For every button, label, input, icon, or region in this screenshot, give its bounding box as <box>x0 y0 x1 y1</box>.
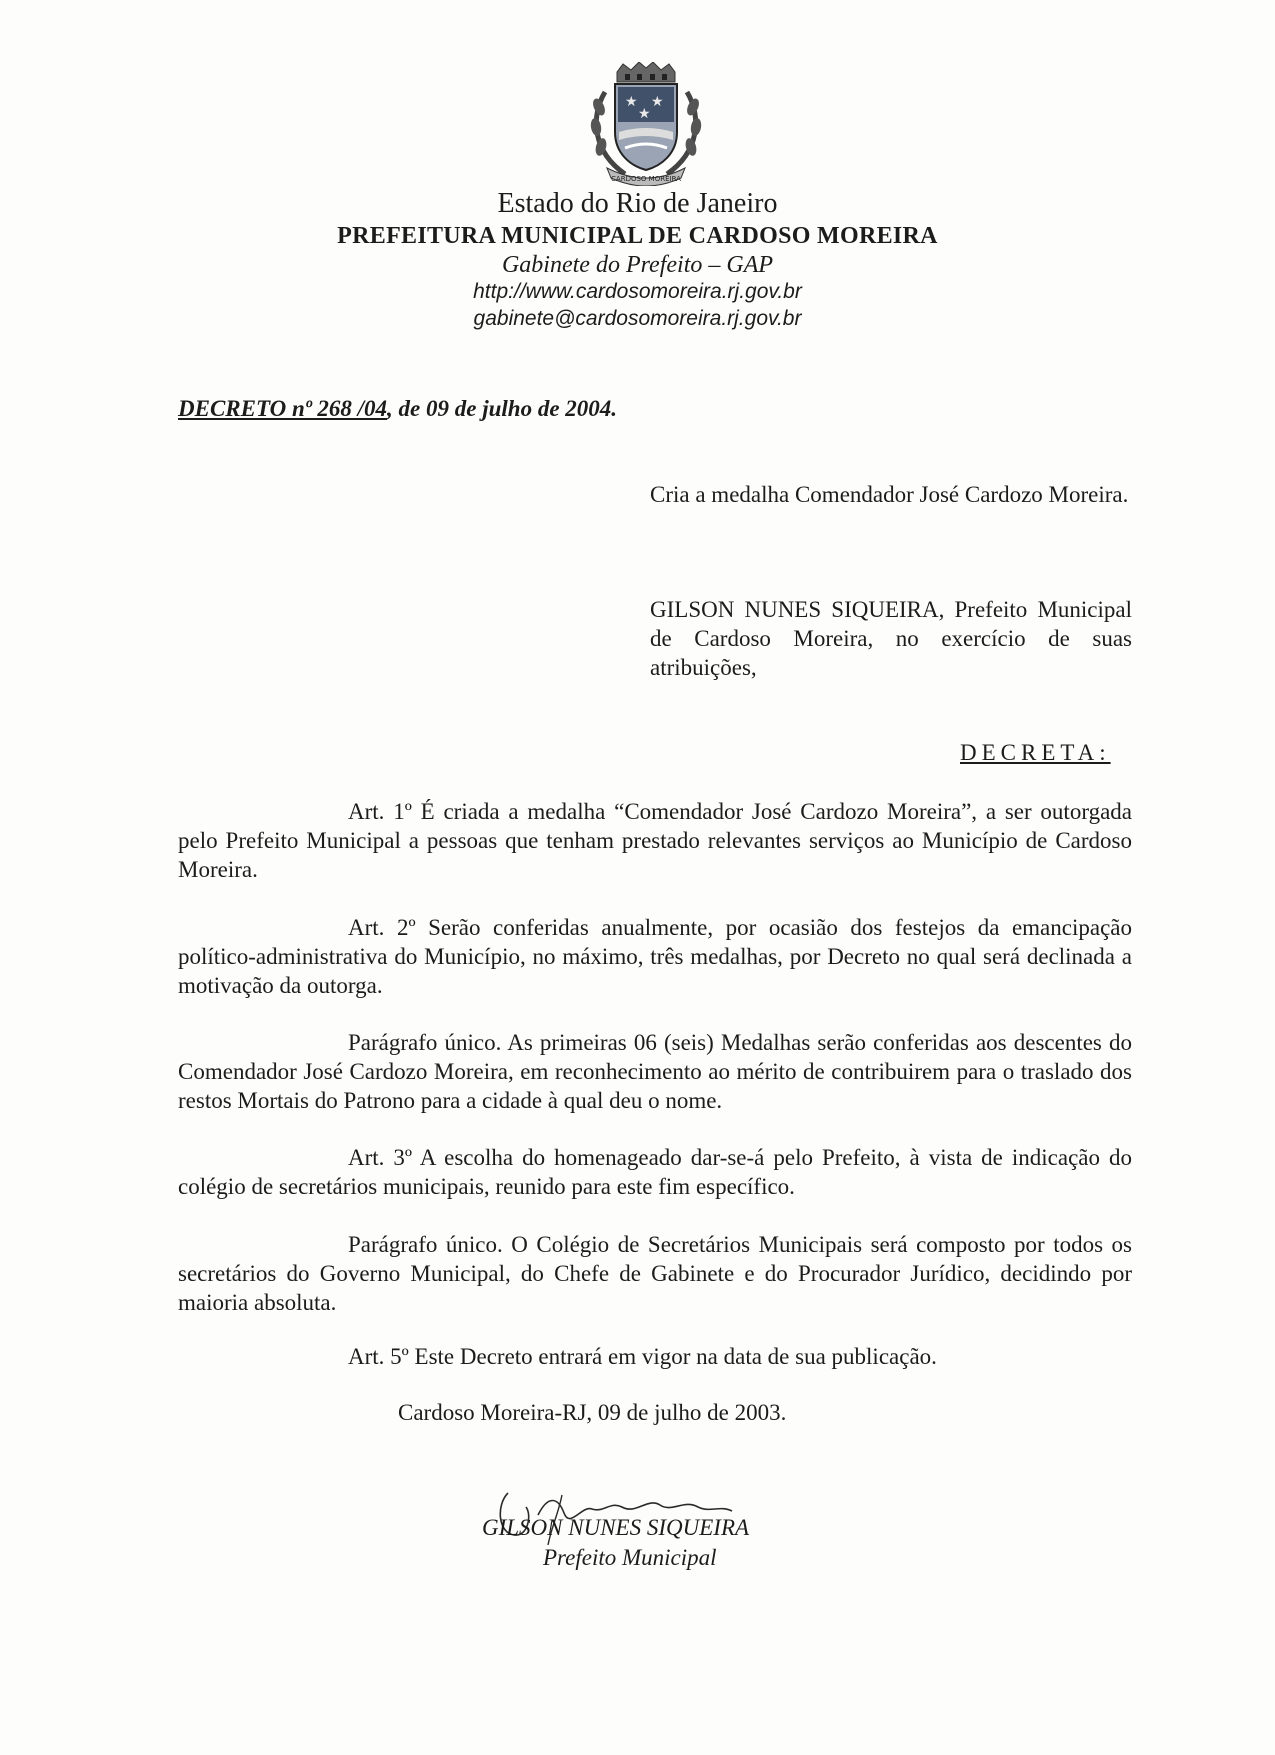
article-5: Art. 5º Este Decreto entrará em vigor na data de sua publicação. <box>348 1344 937 1369</box>
article-2-sole-paragraph: Parágrafo único. As primeiras 06 (seis) Medalhas serão conferidas aos descentes do Comendador José Cardozo Moreira, em reconhecimento ao mérito de contribuirem para o traslado dos restos Mortais do Patrono para a cidade à qual deu o nome. <box>178 1030 1132 1113</box>
svg-text:★: ★ <box>638 106 651 122</box>
decreta-heading: DECRETA: <box>960 740 1111 765</box>
municipal-coat-of-arms-icon <box>585 62 707 186</box>
article-1: Art. 1º É criada a medalha “Comendador José Cardozo Moreira”, a ser outorgada pelo Prefeito Municipal a pessoas que tenham prestado relevantes serviços ao Município de Cardoso Moreira. <box>178 799 1132 882</box>
decree-title <box>178 396 617 422</box>
svg-text:★: ★ <box>625 94 638 110</box>
signatory-name: GILSON NUNES SIQUEIRA <box>482 1515 750 1540</box>
svg-text:★: ★ <box>651 94 664 110</box>
website-link[interactable]: http://www.cardosomoreira.rj.gov.br <box>473 280 802 303</box>
state-name: Estado do Rio de Janeiro <box>497 188 778 219</box>
office-name: Gabinete do Prefeito – GAP <box>501 252 774 278</box>
article-3-sole-paragraph: Parágrafo único. O Colégio de Secretários Municipais será composto por todos os secretários do Governo Municipal, do Chefe de Gabinete e do Procurador Jurídico, decidindo por maioria absoluta. <box>178 1232 1132 1315</box>
article-3: Art. 3º A escolha do homenageado dar-se-á pelo Prefeito, à vista de indicação do colégio de secretários municipais, reunido para este fim específico. <box>178 1145 1132 1199</box>
signatory-role: Prefeito Municipal <box>543 1545 717 1570</box>
decree-ementa: Cria a medalha Comendador José Cardozo Moreira. <box>650 482 1129 507</box>
email-link[interactable]: gabinete@cardosomoreira.rj.gov.br <box>473 307 802 330</box>
place-date: Cardoso Moreira-RJ, 09 de julho de 2003. <box>398 1400 787 1425</box>
prefecture-name: PREFEITURA MUNICIPAL DE CARDOSO MOREIRA <box>337 223 938 249</box>
decree-date: , de 09 de julho de 2004. <box>387 396 618 421</box>
decree-preamble: GILSON NUNES SIQUEIRA, Prefeito Municipal de Cardoso Moreira, no exercício de suas atribuições, <box>650 597 1132 680</box>
article-2: Art. 2º Serão conferidas anualmente, por ocasião dos festejos da emancipação político-administrativa do Município, no máximo, três medalhas, por Decreto no qual será declinada a motivação da outorga. <box>178 915 1132 998</box>
crest-ribbon-text: CARDOSO MOREIRA <box>611 175 681 183</box>
decree-number: DECRETO nº 268 /04 <box>178 396 388 421</box>
